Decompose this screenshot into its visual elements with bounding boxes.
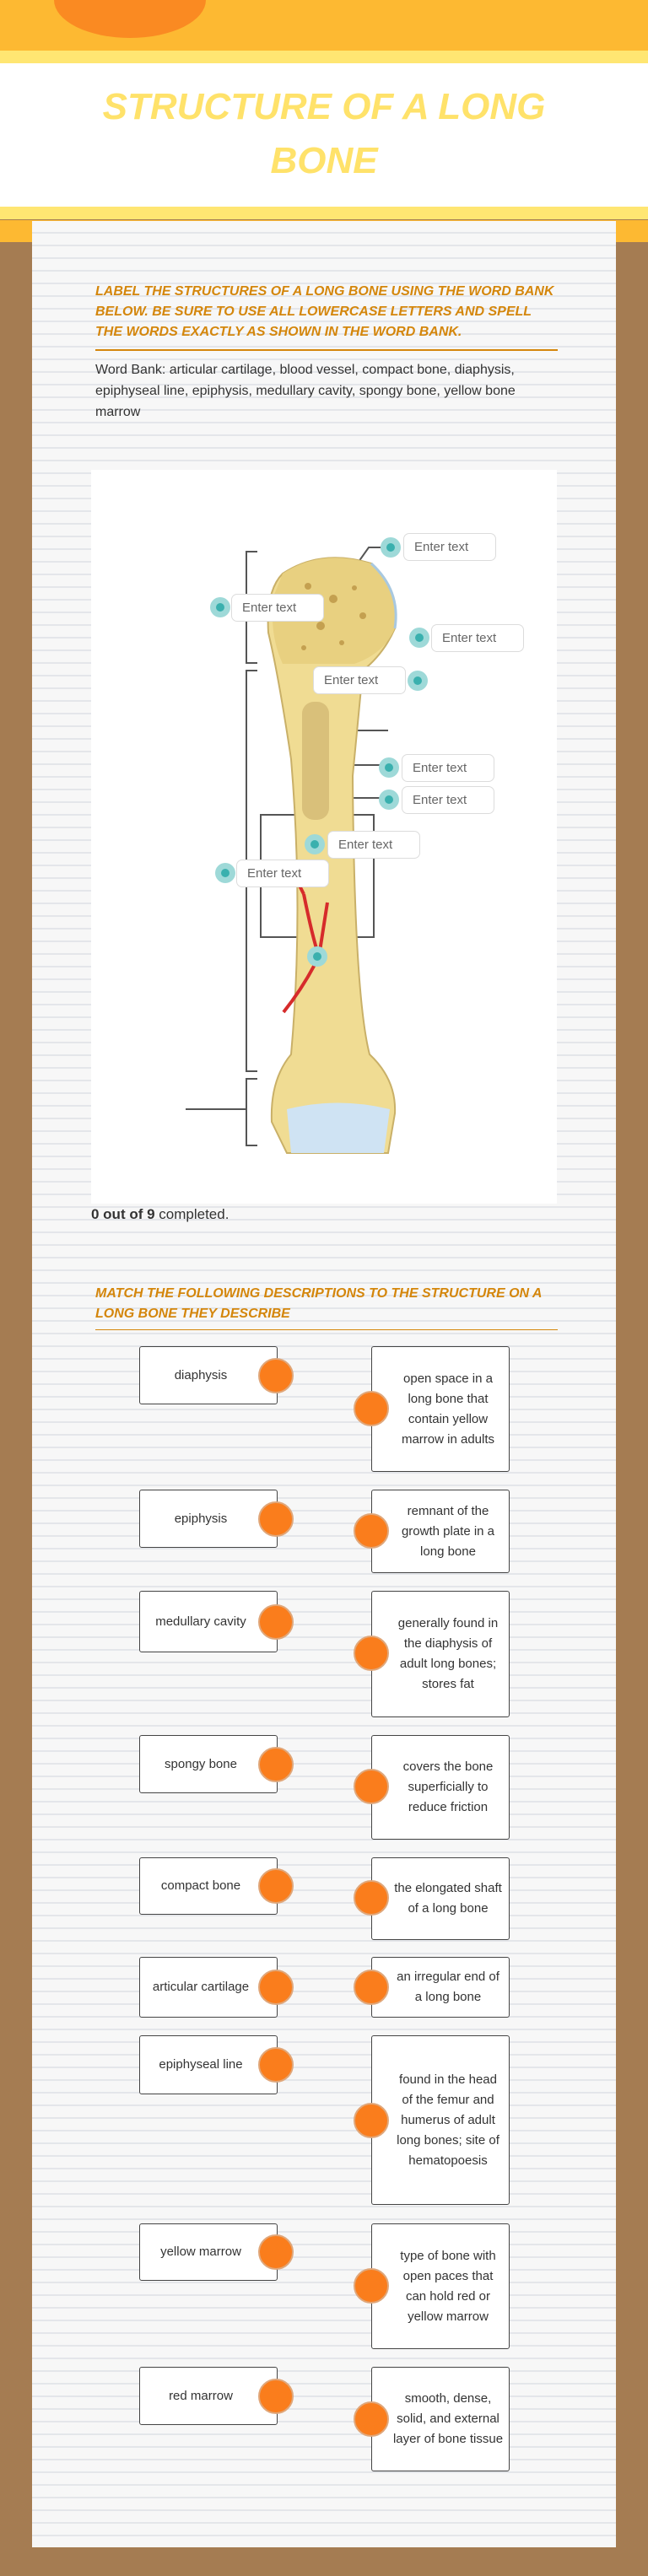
label-input[interactable]: Enter text [402, 786, 494, 814]
page-title: STRUCTURE OF A LONG BONE [102, 86, 546, 181]
description-connector[interactable] [354, 1970, 389, 2005]
description-connector[interactable] [354, 1880, 389, 1916]
description-connector[interactable] [354, 2401, 389, 2437]
term-label: articular cartilage [152, 1980, 250, 1994]
hotspot-marker[interactable] [215, 863, 235, 883]
hotspot-marker[interactable] [381, 537, 401, 558]
hotspot-marker[interactable] [210, 597, 230, 617]
match-description[interactable] [371, 1957, 510, 2018]
progress-count: 0 out of 9 [91, 1206, 155, 1222]
term-connector[interactable] [258, 1868, 294, 1904]
label-input[interactable]: Enter text [327, 831, 420, 859]
match-description[interactable] [371, 2223, 510, 2349]
match-term[interactable] [139, 2367, 278, 2425]
label-input[interactable]: Enter text [403, 533, 496, 561]
divider [95, 349, 558, 351]
description-connector[interactable] [354, 2103, 389, 2138]
word-bank: Word Bank: articular cartilage, blood vessel, compact bone, diaphysis, epiphyseal line, epiphysis, medullary cavity, spongy bone, yellow bone marrow [95, 363, 516, 419]
term-label: red marrow [169, 2388, 233, 2403]
term-label: epiphyseal line [159, 2057, 243, 2072]
hotspot-marker[interactable] [409, 628, 429, 648]
progress-text [91, 1206, 229, 1223]
description-label: the elongated shaft of a long bone [394, 1881, 502, 1916]
term-label: spongy bone [165, 1756, 237, 1771]
term-connector[interactable] [258, 1970, 294, 2005]
description-connector[interactable] [354, 2268, 389, 2304]
hotspot-marker[interactable] [379, 790, 399, 810]
match-term[interactable] [139, 1591, 278, 1652]
match-description[interactable] [371, 1346, 510, 1472]
match-description[interactable] [371, 1591, 510, 1717]
description-label: type of bone with open paces that can hold red or yellow marrow [400, 2248, 496, 2324]
term-connector[interactable] [258, 1358, 294, 1393]
match-description[interactable] [371, 1735, 510, 1840]
title-banner [0, 63, 648, 207]
term-connector[interactable] [258, 1747, 294, 1782]
label-input[interactable]: Enter text [236, 860, 329, 887]
match-term[interactable] [139, 1346, 278, 1404]
section-heading-label: LABEL THE STRUCTURES OF A LONG BONE USING THE WORD BANK BELOW. BE SURE TO USE ALL LOWERCASE LETTERS AND SPELL THE WORDS EXACTLY AS SHOWN IN THE WORD BANK. [95, 284, 554, 339]
match-term[interactable] [139, 2223, 278, 2281]
hotspot-marker[interactable] [408, 671, 428, 691]
hotspot-marker[interactable] [307, 946, 327, 967]
description-label: remnant of the growth plate in a long bone [401, 1503, 495, 1559]
description-label: smooth, dense, solid, and external layer of bone tissue [392, 2391, 504, 2446]
header-stripe [0, 207, 648, 219]
labeling-section-header [95, 282, 558, 423]
bone-diagram [91, 470, 557, 1204]
description-label: open space in a long bone that contain yellow marrow in adults [401, 1371, 495, 1447]
hotspot-marker[interactable] [379, 757, 399, 778]
term-connector[interactable] [258, 2234, 294, 2270]
description-label: generally found in the diaphysis of adult long bones; stores fat [397, 1616, 499, 1691]
long-bone-illustration [91, 470, 557, 1204]
match-term[interactable] [139, 2035, 278, 2094]
match-description[interactable] [371, 2035, 510, 2205]
description-connector[interactable] [354, 1769, 389, 1804]
match-description[interactable] [371, 1490, 510, 1573]
label-input[interactable]: Enter text [402, 754, 494, 782]
section-heading-match: MATCH THE FOLLOWING DESCRIPTIONS TO THE STRUCTURE ON A LONG BONE THEY DESCRIBE [95, 1286, 542, 1321]
label-input[interactable]: Enter text [313, 666, 406, 694]
label-input[interactable]: Enter text [231, 594, 324, 622]
hotspot-marker[interactable] [305, 834, 325, 854]
match-term[interactable] [139, 1857, 278, 1915]
match-term[interactable] [139, 1490, 278, 1548]
term-label: yellow marrow [160, 2245, 241, 2259]
divider [95, 1329, 558, 1330]
description-label: covers the bone superficially to reduce friction [402, 1760, 494, 1814]
progress-suffix: completed. [154, 1206, 230, 1222]
term-connector[interactable] [258, 2047, 294, 2083]
label-input[interactable]: Enter text [431, 624, 524, 652]
match-term[interactable] [139, 1957, 278, 2018]
description-label: found in the head of the femur and humerus of adult long bones; site of hematopoesis [397, 2072, 500, 2168]
description-connector[interactable] [354, 1391, 389, 1426]
description-label: an irregular end of a long bone [397, 1970, 500, 2004]
term-connector[interactable] [258, 1501, 294, 1537]
description-connector[interactable] [354, 1513, 389, 1549]
term-label: epiphysis [174, 1511, 228, 1526]
term-connector[interactable] [258, 2379, 294, 2414]
description-connector[interactable] [354, 1636, 389, 1671]
match-description[interactable] [371, 2367, 510, 2471]
term-label: compact bone [160, 1878, 241, 1893]
term-label: diaphysis [174, 1367, 228, 1382]
match-description[interactable] [371, 1857, 510, 1940]
term-label: medullary cavity [155, 1614, 246, 1629]
matching-section-header [95, 1284, 558, 1330]
term-connector[interactable] [258, 1604, 294, 1640]
match-term[interactable] [139, 1735, 278, 1793]
header-stripe [0, 51, 648, 63]
